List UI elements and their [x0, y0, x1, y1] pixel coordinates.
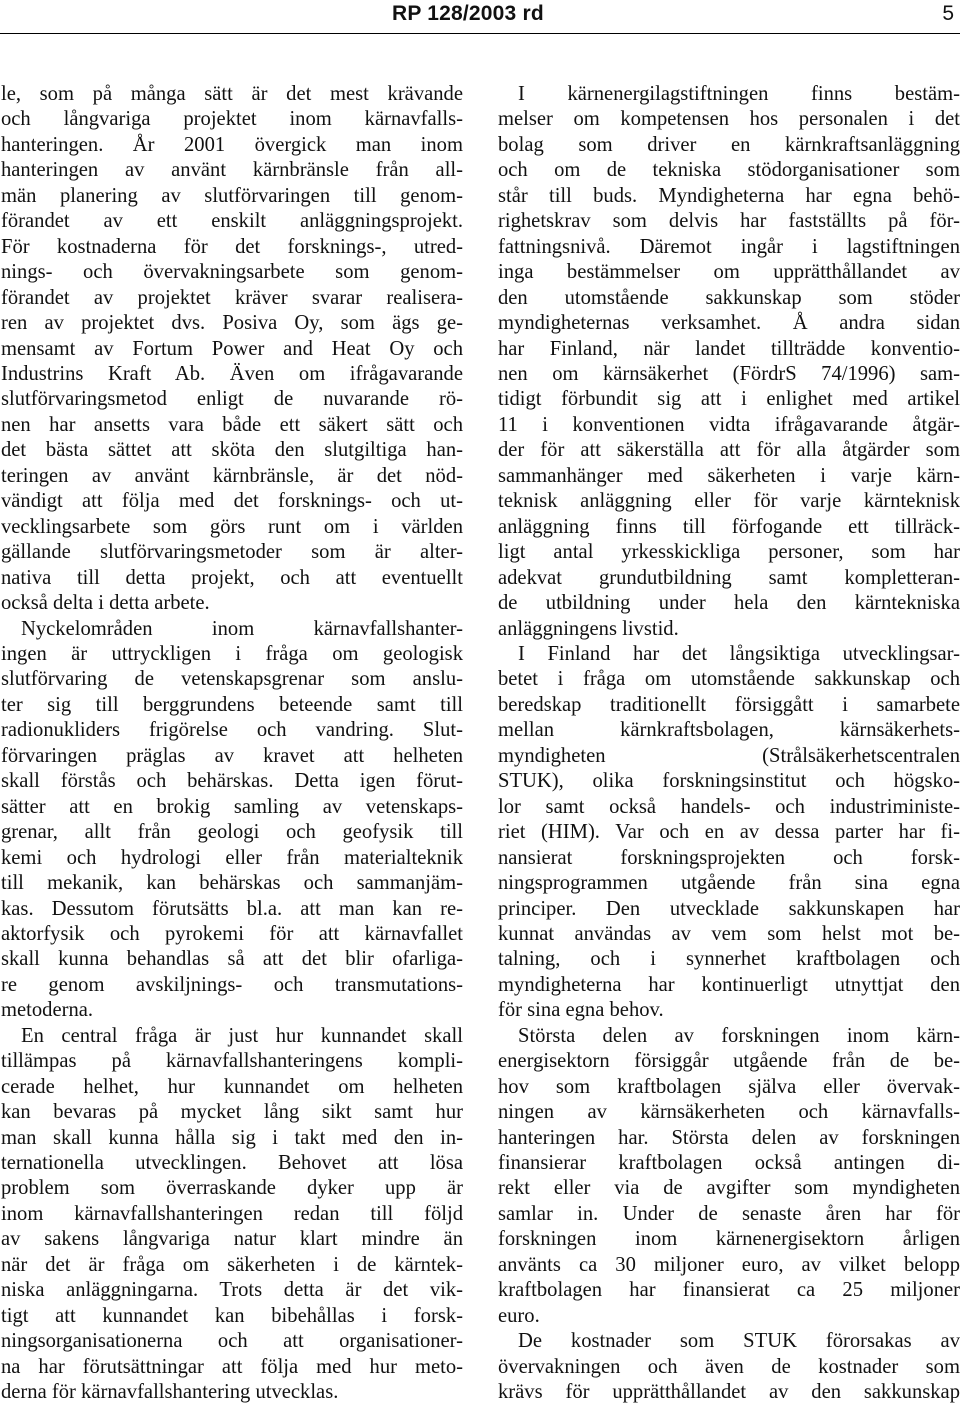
text-line: beredskap traditionellt försiggått i samarbete: [498, 693, 960, 716]
text-line: nansierat forskningsprojekten och forsk-: [498, 846, 960, 869]
text-line: man skall kunna hålla sig i takt med den in-: [1, 1126, 463, 1149]
text-line: righetskrav som delvis har fastställts på för-: [498, 210, 960, 233]
text-line: STUK), olika forskningsinstitut och högsko-: [498, 770, 960, 793]
text-line: tidigt förbundit sig att i enlighet med artikel: [498, 388, 960, 411]
text-line: och om de tekniska stödorganisationer som: [498, 159, 960, 182]
text-line: hanteringen av använt kärnbränsle från all-: [1, 159, 463, 182]
text-line: kraftbolagen har finansierat ca 25 miljoner: [498, 1279, 960, 1302]
text-line: kunnat användas av vem som helst mot be-: [498, 922, 960, 945]
text-line: och långvariga projektet inom kärnavfalls-: [1, 108, 463, 131]
text-line: tigt att kunnandet kan bibehållas i forsk-: [1, 1304, 463, 1327]
text-line: radionukliders frigörelse och vandring. Slut-: [1, 719, 463, 742]
text-line: hanteringen. År 2001 övergick man inom: [1, 133, 463, 156]
text-line: nings- och övervakningsarbete som genom-: [1, 261, 463, 284]
text-line: re genom avskiljnings- och transmutations-: [1, 973, 463, 996]
text-line: tillämpas på kärnavfallshanteringens kompli-: [1, 1050, 463, 1073]
text-line: energisektorn försiggår utgående från de be-: [498, 1050, 960, 1073]
text-line: lor samt också handels- och industriministe-: [498, 795, 960, 818]
text-line: För kostnaderna för det forsknings-, utred-: [1, 235, 463, 258]
text-line: cerade helhet, hur kunnandet om helheten: [1, 1075, 463, 1098]
text-line: kas. Dessutom förutsätts bl.a. att man kan re-: [1, 897, 463, 920]
text-line: har Finland, när landet tillträdde konventio-: [498, 337, 960, 360]
text-line: män planering av slutförvaringen till genom-: [1, 184, 463, 207]
text-line: principer. Den utvecklade sakkunskapen har: [498, 897, 960, 920]
text-line: der för att säkerställa att för alla åtgärder som: [498, 439, 960, 462]
text-line: forskningen inom kärnenergisektorn årligen: [498, 1228, 960, 1251]
page-number: 5: [942, 2, 954, 25]
text-line: ter sig till berggrundens beteende samt till: [1, 693, 463, 716]
text-line: teringen av använt kärnbränsle, är det nöd-: [1, 464, 463, 487]
text-line: ingen är uttryckligen i fråga om geologisk: [1, 642, 463, 665]
text-line: metoderna.: [1, 999, 94, 1022]
text-line: vecklingsarbete som görs runt om i världen: [1, 515, 463, 538]
text-line: samlar in. Under de senaste åren har för: [498, 1202, 960, 1225]
text-line: ningsorganisationerna och att organisationer-: [1, 1330, 463, 1353]
document-id: RP 128/2003 rd: [392, 2, 544, 25]
text-line: de utbildning under hela den kärntekniska: [498, 592, 960, 615]
text-line: mellan kärnkraftsbolagen, kärnsäkerhets-: [498, 719, 960, 742]
text-line: skall kunna behandlas så att det blir ofarliga-: [1, 948, 463, 971]
text-line: nen om kärnsäkerhet (FördrS 74/1996) sam-: [498, 362, 960, 385]
text-line: nen har ansetts vara både ett säkert sätt och: [1, 413, 463, 436]
text-line: rekt eller via de avgifter som myndigheten: [498, 1177, 960, 1200]
text-line: det bästa sättet att sköta den slutgiltiga han-: [1, 439, 463, 462]
page-header: [0, 0, 960, 34]
text-line: Största delen av forskningen inom kärn-: [518, 1024, 960, 1047]
text-line: niska anläggningarna. Trots detta är det vik-: [1, 1279, 463, 1302]
text-line: när det är fråga om säkerheten i de kärntek-: [1, 1253, 463, 1276]
text-line: ren av projektet dvs. Posiva Oy, som ägs ge-: [1, 312, 463, 335]
text-line: En central fråga är just hur kunnandet skall: [21, 1024, 463, 1047]
text-line: I Finland har det långsiktiga utvecklingsar-: [518, 642, 960, 665]
text-line: krävs för upprätthållandet av den sakkunskap: [498, 1381, 960, 1404]
text-line: den utomstående sakkunskap som stöder: [498, 286, 960, 309]
text-line: Nyckelområden inom kärnavfallshanter-: [21, 617, 463, 640]
text-line: förandet av projektet kräver svarar realisera-: [1, 286, 463, 309]
text-line: euro.: [498, 1304, 540, 1327]
text-line: slutförvaring de vetenskapsgrenar som anslu-: [1, 668, 463, 691]
text-line: slutförvaringsmetod enligt de nuvarande rö-: [1, 388, 463, 411]
text-line: aktorfysik och pyrokemi för att kärnavfallet: [1, 922, 463, 945]
text-line: inga bestämmelser om upprätthållandet av: [498, 261, 960, 284]
text-line: sätter att en brokig samling av vetenskaps-: [1, 795, 463, 818]
text-line: fattningsnivå. Däremot ingår i lagstiftningen: [498, 235, 960, 258]
text-line: melser om kompetensen hos personalen i det: [498, 108, 960, 131]
text-line: gällande slutförvaringsmetoder som är alter-: [1, 541, 463, 564]
text-line: finansierar kraftbolagen också antingen di-: [498, 1152, 960, 1175]
text-line: ligt antal yrkesskickliga personer, som har: [498, 541, 960, 564]
text-line: förvaringen präglas av kravet att helheten: [1, 744, 463, 767]
text-line: ternationella utvecklingen. Behovet att lösa: [1, 1152, 463, 1175]
text-line: le, som på många sätt är det mest krävande: [1, 83, 463, 105]
text-line: talning, och i synnerhet kraftbolagen och: [498, 948, 960, 971]
text-line: av sakens långvariga natur klart mindre än: [1, 1228, 463, 1251]
text-line: hov som kraftbolagen själva eller övervak-: [498, 1075, 960, 1098]
text-line: grenar, allt från geologi och geofysik till: [1, 821, 463, 844]
text-line: för sina egna behov.: [498, 999, 664, 1022]
text-line: I kärnenergilagstiftningen finns bestäm-: [518, 83, 960, 105]
text-line: hanteringen har. Största delen av forskningen: [498, 1126, 960, 1149]
text-line: bolag som driver en kärnkraftsanläggning: [498, 133, 960, 156]
text-line: ningsprogrammen utgående från sina egna: [498, 872, 960, 895]
text-line: adekvat grundutbildning samt kompletteran-: [498, 566, 960, 589]
header-rule: [0, 33, 960, 34]
text-line: nativa till detta projekt, och att eventuellt: [1, 566, 463, 589]
text-line: anläggningens livstid.: [498, 617, 679, 640]
text-line: ningen av kärnsäkerheten och kärnavfalls-: [498, 1101, 960, 1124]
text-line: övervakningen och även de kostnader som: [498, 1355, 960, 1378]
text-line: också delta i detta arbete.: [1, 592, 210, 615]
text-line: skall förstås och behärskas. Detta igen förut-: [1, 770, 463, 793]
text-line: na har förutsättningar att följa med hur meto-: [1, 1355, 463, 1378]
text-line: mensamt av Fortum Power and Heat Oy och: [1, 337, 463, 360]
text-line: myndigheternas verksamhet. Å andra sidan: [498, 312, 960, 335]
text-line: kan bevaras på mycket lång sikt samt hur: [1, 1101, 463, 1124]
text-line: använts ca 30 miljoner euro, av vilket belopp: [498, 1253, 960, 1276]
text-line: betet i fråga om utomstående sakkunskap och: [498, 668, 960, 691]
left-text-column: [1, 82, 463, 1406]
text-line: De kostnader som STUK förorsakas av: [518, 1330, 960, 1353]
text-line: inom kärnavfallshanteringen redan till följd: [1, 1202, 463, 1225]
text-line: vändigt att följa med det forsknings- och ut-: [1, 490, 463, 513]
text-line: teknisk anläggning eller för varje kärnteknisk: [498, 490, 960, 513]
text-line: förandet av ett enskilt anläggningsprojekt.: [1, 210, 463, 233]
text-line: till mekanik, kan behärskas och sammanjäm-: [1, 872, 463, 895]
text-line: sammanhänger med säkerheten i varje kärn-: [498, 464, 960, 487]
text-line: riet (HIM). Var och en av dessa parter har fi-: [498, 821, 960, 844]
text-line: anläggning finns till förfogande ett tillräck-: [498, 515, 960, 538]
text-line: Industrins Kraft Ab. Även om ifrågavarande: [1, 362, 463, 385]
text-line: står till buds. Myndigheterna har egna behö-: [498, 184, 960, 207]
right-text-column: [498, 82, 960, 1406]
text-line: problem som överraskande dyker upp är: [1, 1177, 463, 1200]
text-line: derna för kärnavfallshantering utvecklas.: [1, 1381, 339, 1404]
text-line: myndigheterna har kontinuerligt utnyttjat den: [498, 973, 960, 996]
text-line: 11 i konventionen vidta ifrågavarande åtgär-: [498, 413, 960, 436]
text-line: myndigheten (Strålsäkerhetscentralen: [498, 744, 960, 767]
text-line: kemi och hydrologi eller från materialteknik: [1, 846, 463, 869]
